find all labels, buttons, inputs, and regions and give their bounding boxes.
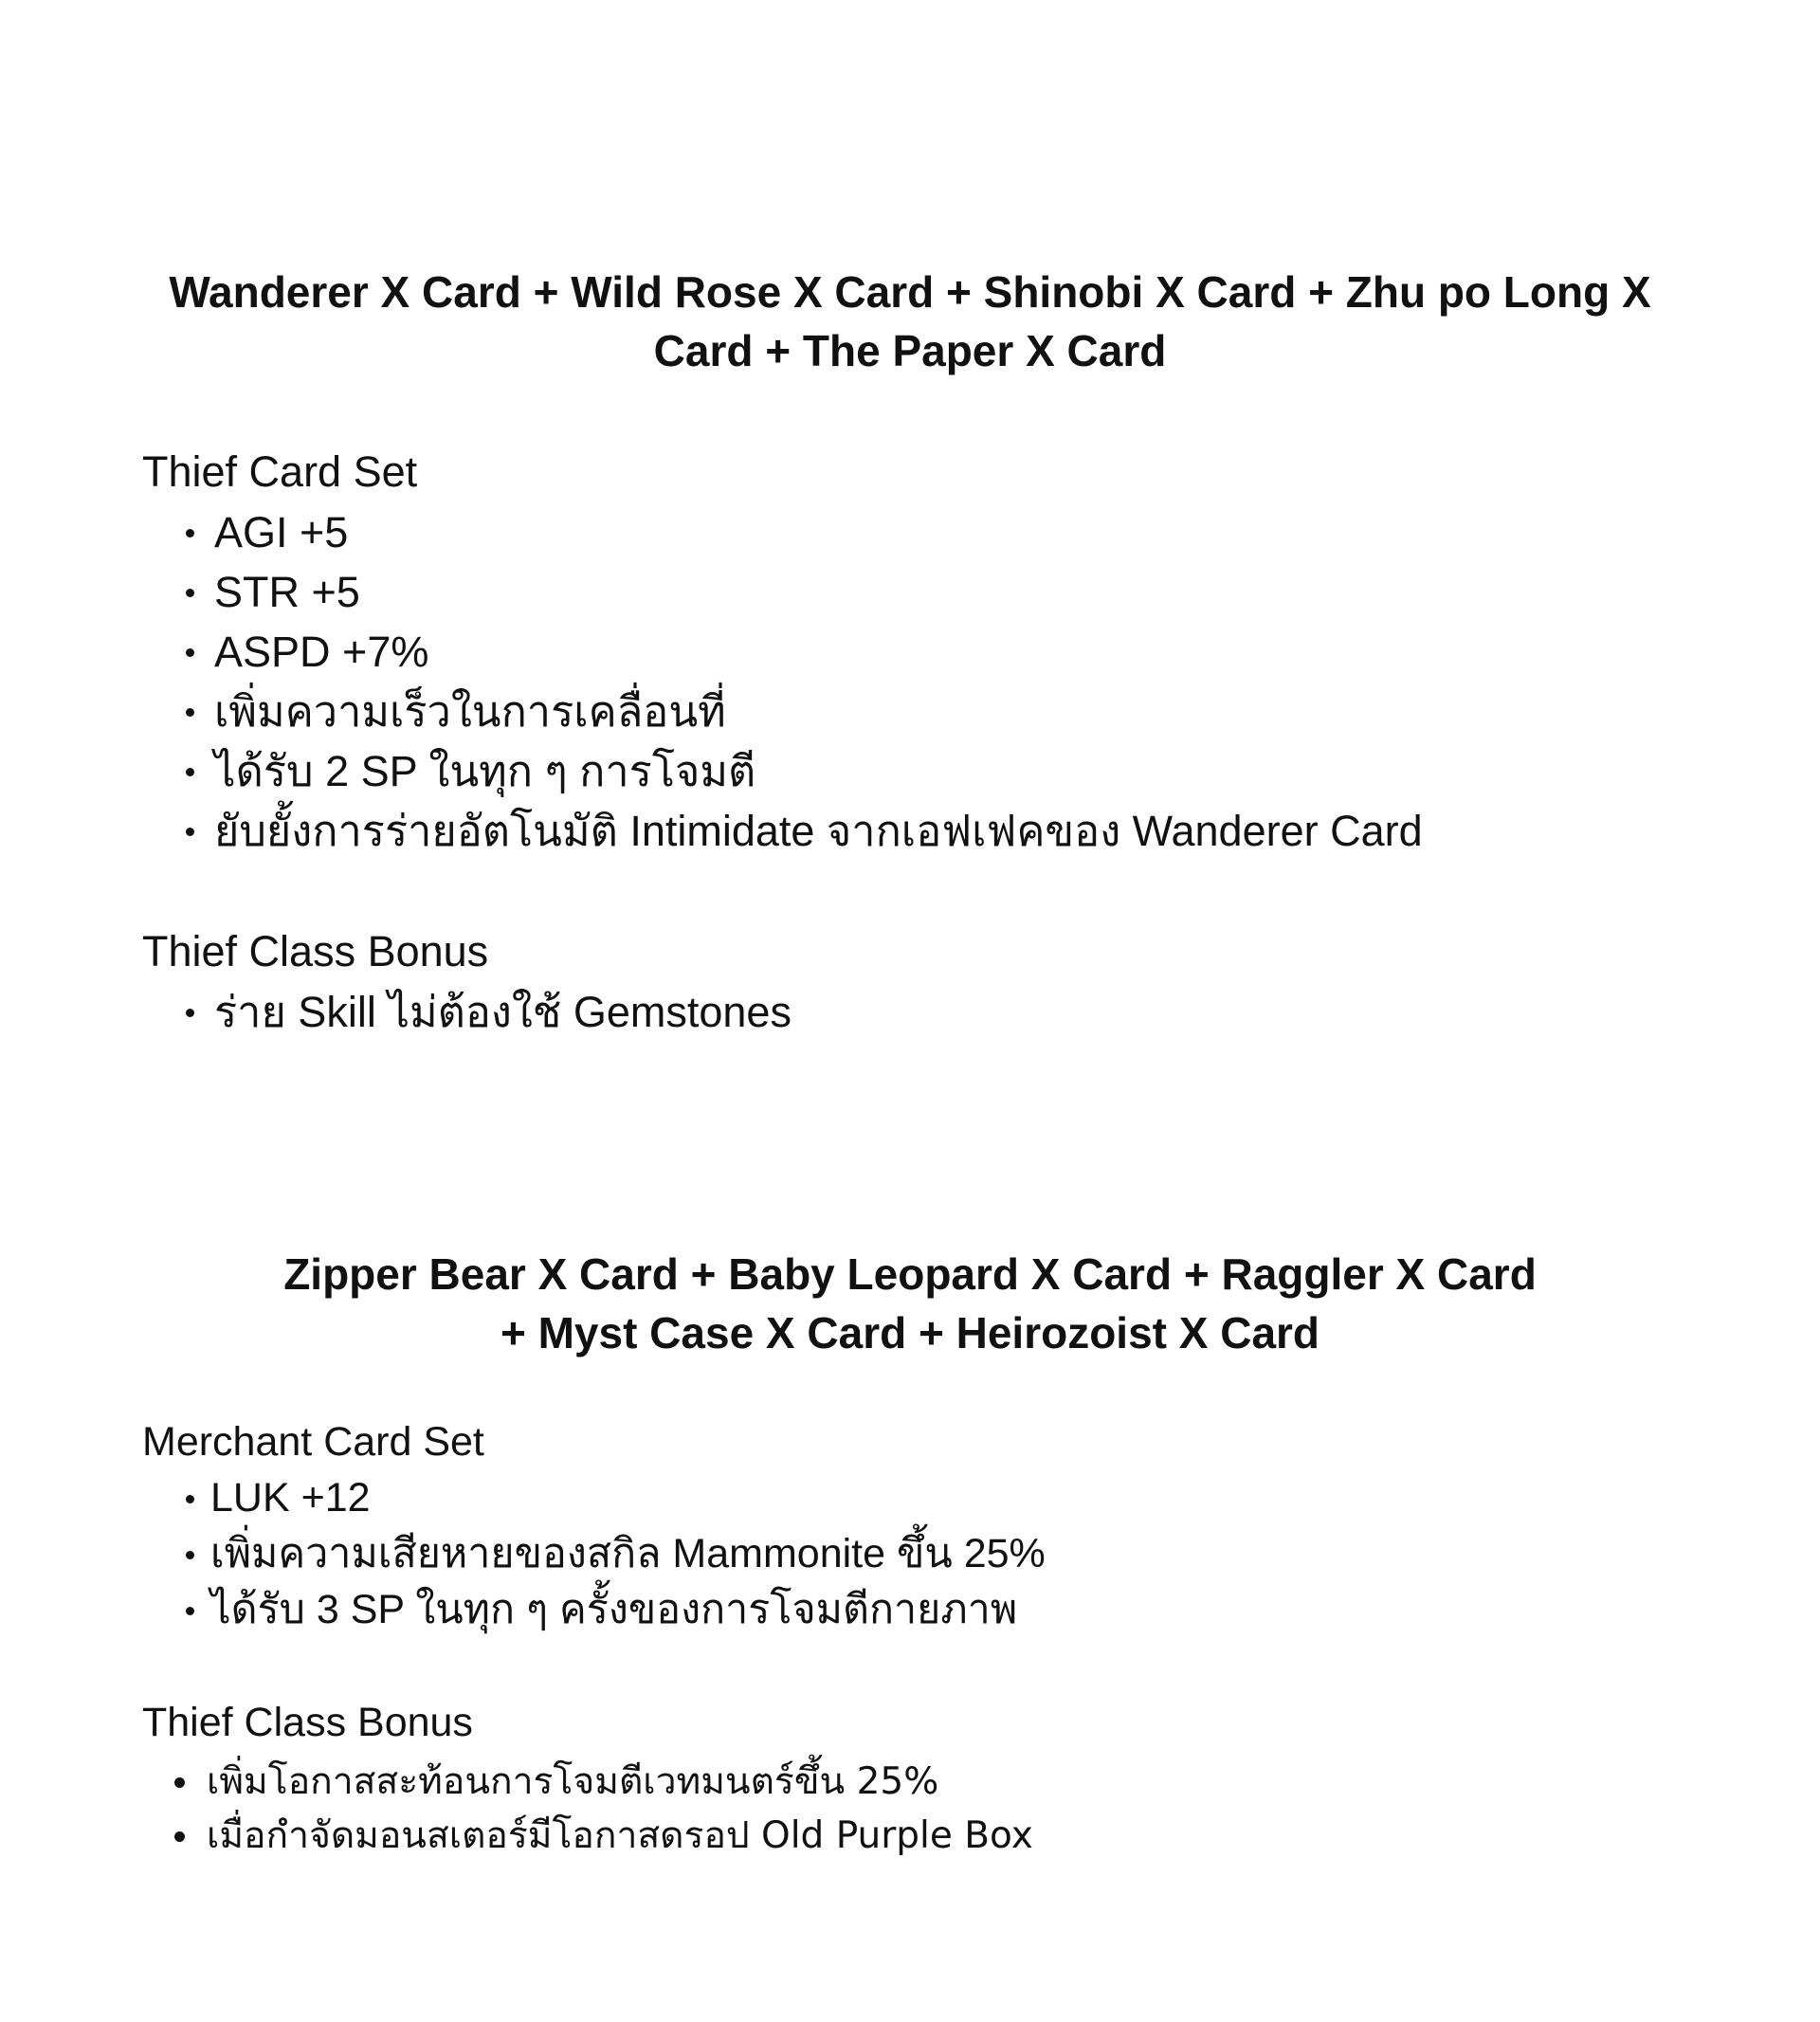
set-2-card-set-heading: Merchant Card Set: [142, 1419, 484, 1465]
set-2-title: [275, 1245, 1545, 1362]
list-item: เพิ่มความเร็วในการเคลื่อนที่: [142, 682, 1423, 741]
set-2-class-bonus-heading: Thief Class Bonus: [142, 1700, 473, 1745]
list-item: เมื่อกำจัดมอนสเตอร์มีโอกาสดรอป Old Purple Box: [142, 1809, 1033, 1863]
list-item: ได้รับ 3 SP ในทุก ๆ ครั้งของการโจมตีกายภาพ: [142, 1582, 1046, 1638]
list-item: เพิ่มโอกาสสะท้อนการโจมตีเวทมนตร์ขึ้น 25%: [142, 1755, 1033, 1809]
list-item: ร่าย Skill ไม่ต้องใช้ Gemstones: [142, 982, 792, 1042]
list-item: ได้รับ 2 SP ในทุก ๆ การโจมตี: [142, 741, 1423, 801]
set-2-class-bonus-list: [142, 1755, 1033, 1863]
list-item: เพิ่มความเสียหายของสกิล Mammonite ขึ้น 25%: [142, 1526, 1046, 1582]
set-1-card-set-list: [142, 502, 1423, 861]
set-1-card-set-heading: Thief Card Set: [142, 447, 418, 496]
list-item: ยับยั้งการร่ายอัตโนมัติ Intimidate จากเอฟเฟคของ Wanderer Card: [142, 801, 1423, 861]
set-1-title: [142, 263, 1678, 380]
list-item: AGI +5: [142, 502, 1423, 562]
list-item: ASPD +7%: [142, 622, 1423, 682]
set-1-class-bonus-heading: Thief Class Bonus: [142, 927, 489, 975]
set-2-title-text: Zipper Bear X Card + Baby Leopard X Card + Raggler X Card + Myst Case X Card + Heirozoist X Card: [283, 1249, 1537, 1357]
set-1-class-bonus-list: [142, 982, 792, 1042]
list-item: STR +5: [142, 562, 1423, 622]
set-2-card-set-list: [142, 1470, 1046, 1638]
set-1-title-text: Wanderer X Card + Wild Rose X Card + Shinobi X Card + Zhu po Long X Card + The Paper X Card: [169, 267, 1651, 375]
list-item: LUK +12: [142, 1470, 1046, 1526]
